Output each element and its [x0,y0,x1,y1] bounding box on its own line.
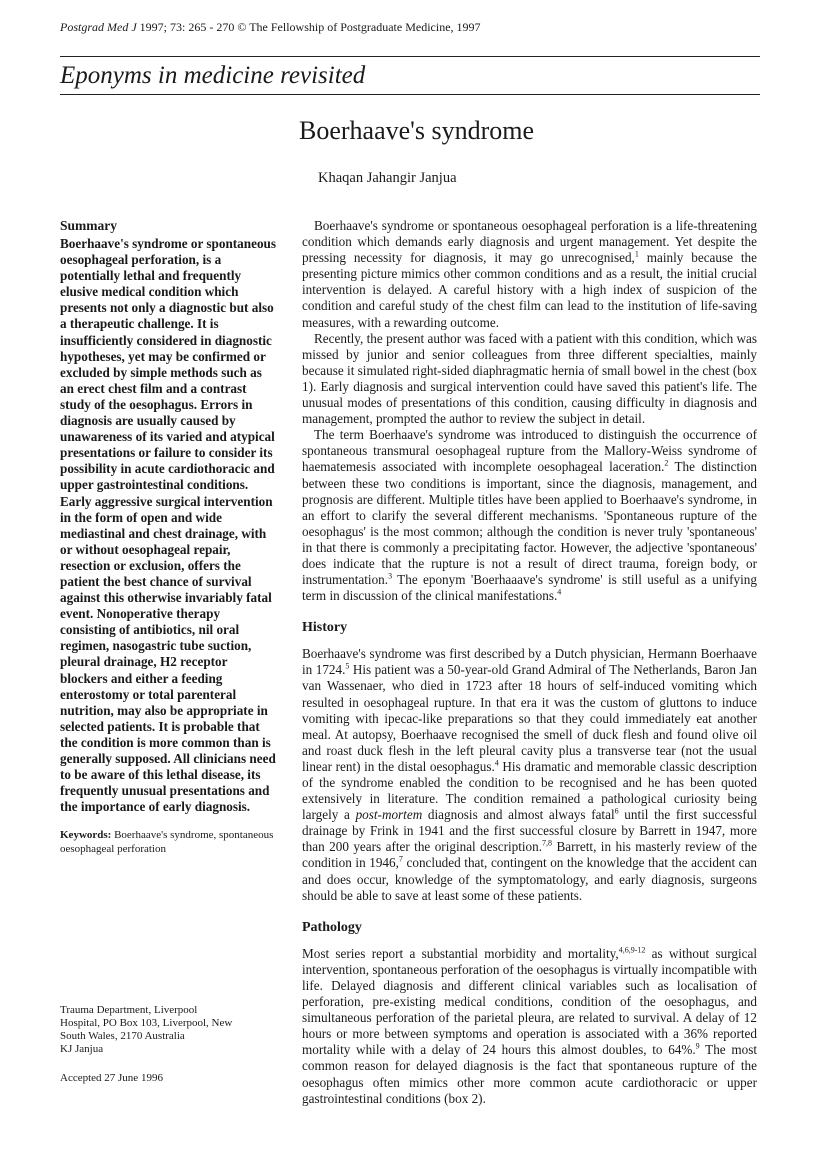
citation-ref: 7 [398,855,403,865]
affiliation-line: KJ Janjua [60,1043,104,1055]
section-title: Eponyms in medicine revisited [60,62,366,89]
citation-ref: 1 [634,249,639,259]
citation-ref: 4 [557,587,562,597]
citation-ref: 4,6,9-12 [618,945,646,955]
citation-ref: 3 [388,571,393,581]
citation-ref: 7,8 [542,838,553,848]
affiliation [60,1004,280,1056]
article-author: Khaqan Jahangir Janjua [318,170,457,186]
keywords [60,828,278,856]
affiliation-line: Hospital, PO Box 103, Liverpool, New [60,1017,233,1029]
intro-paragraph-2: Recently, the present author was faced with a patient with this condition, which was missed by junior and senior colleagues from three different specialties, mainly because it simulated right-sided diaphragmatic hernia of small bowel in the chest (box 1). Early diagnosis and surgical intervention could have saved this patient's life. The unusual modes of presentations of this condition, causing difficulty in diagnosis and management, prompted the author to review the subject in detail. [302,330,757,427]
main-column [302,218,757,1107]
history-heading: History [302,620,348,636]
section-rule-top [60,56,760,57]
affiliation-line: Trauma Department, Liverpool [60,1004,198,1016]
citation-ref: 6 [614,806,619,816]
summary-text: Boerhaave's syndrome or spontaneous oesophageal perforation, is a potentially lethal and frequently elusive medical condition which presents not only a diagnostic but also a therapeutic challenge. It is insufficiently considered in diagnostic hypotheses, yet may be confirmed or excluded by simple methods such as an erect chest film and a contrast study of the oesophagus. Errors in diagnosis are usually caused by unawareness of its varied and atypical presentations or failure to consider its possibility in acute cardiothoracic and upper gastrointestinal conditions. Early aggressive surgical intervention in the form of open and wide mediastinal and chest drainage, with or without oesophageal repair, resection or exclusion, offers the patient the best chance of survival against this otherwise invariably fatal event. Nonoperative therapy consisting of antibiotics, nil oral regimen, nasogastric tube suction, pleural drainage, H2 receptor blockers and either a feeding enterostomy or total parenteral nutrition, may also be appropriate in selected patients. It is probable that the condition is more common than is generally supposed. All clinicians need to be aware of this lethal disease, its frequently unusual presentations and the importance of early diagnosis. [60,236,277,815]
article-title: Boerhaave's syndrome [299,116,535,145]
history-paragraph: Boerhaave's syndrome was first described by a Dutch physician, Hermann Boerhaave in 1724.$^5$ His patient was a 50-year-old Grand Admiral of The Netherlands, Baron Jan van Wassenaer, who died in 1723 after 18 hours of self-induced vomiting which resulted in oesophageal rupture. In that era it was the custom of gluttons to induce vomiting with ipecac-like preparations so that they could immediately eat another meal. At autopsy, Boerhaave recognised the smell of duck flesh and found olive oil and roast duck flesh in the left pleural cavity plus a transverse tear (not the usual linear rent) in the distal oesophagus.$^4$ His dramatic and memorable classic description of the syndrome enabled the condition to be recognised and he has been quoted extensively in literature. The condition remained a pathological curiosity being largely a post-mortem diagnosis and almost always fatal$^6$ until the first successful drainage by Frink in 1941 and the first successful closure by Barrett in 1947, more than 200 years after the original description.$^{7,8}$ Barrett, in his masterly review of the condition in 1946,$^7$ concluded that, contingent on the knowledge that the accident can and does occur, knowledge of the symptomatology, and early diagnosis, surgeons should be able to save at least some of these patients. [302,646,758,903]
running-head [60,20,481,35]
intro-paragraph-3: The term Boerhaave's syndrome was introduced to distinguish the occurrence of spontaneous transmural oesophageal rupture from the Mallory-Weiss syndrome of haematemesis associated with incomplete oesophageal laceration.$^2$ The distinction between these two conditions is important, since the diagnosis, management, and prognosis are different. Multiple titles have been applied to Boerhaave's syndrome, in an effort to clarify the several different mechanisms. 'Spontaneous rupture of the oesophagus' is the most common; although the condition is never truly 'spontaneous' in that there is commonly a precipitating factor. However, the adjective 'spontaneous' does indicate that the rupture is not a result of direct trauma, foreign body, or instrumentation.$^3$ The eponym 'Boerhaaave's syndrome' is still useful as a unifying term in discussion of the clinical manifestations.$^4$ [302,427,758,604]
section-rule-bottom [60,94,760,95]
intro-paragraph-1: Boerhaave's syndrome or spontaneous oesophageal perforation is a life-threatening condition which demands early diagnosis and urgent management. Yet despite the pressing necessity for diagnosis, it may go unrecognised,$^1$ mainly because the presenting picture mimics other common conditions and as a result, the initial crucial intervention is delayed. A careful history with a high index of suspicion of the condition and careful study of the chest film can lead to the institution of life-saving measures, with a rewarding outcome. [302,218,757,330]
citation-ref: 9 [695,1041,700,1051]
citation: 1997; 73: 265 - 270 © The Fellowship of Postgraduate Medicine, 1997 [139,20,481,34]
pathology-heading: Pathology [302,919,362,935]
summary-column [60,218,278,856]
journal-name: Postgrad Med J [60,20,137,34]
accepted-date: Accepted 27 June 1996 [60,1072,163,1084]
affiliation-line: South Wales, 2170 Australia [60,1030,185,1042]
citation-ref: 4 [494,758,499,768]
emphasis: post-mortem [355,807,423,823]
keywords-text: Boerhaave's syndrome, spontaneous oesophageal perforation [60,829,274,856]
pathology-paragraph: Most series report a substantial morbidity and mortality,$^{4,6,9-12}$ as without surgical intervention, spontaneous perforation of the oesophagus is virtually incompatible with life. Delayed diagnosis and different clinical variables such as localisation of perforation, pre-existing medical conditions, condition of the oesophagus, and simultaneous perforation of the parietal pleura, are related to survival. A delay of 12 hours or more between symptoms and operation is associated with a 36% reported mortality while with a delay of 24 hours this almost doubles, to 64%.$^9$ The most common reason for delayed diagnosis is the fact that spontaneous rupture of the oesophagus often mimics other more common acute cardiothoracic or upper gastrointestinal conditions (box 2). [302,945,758,1106]
citation-ref: 5 [345,661,350,671]
summary-heading: Summary [60,218,117,233]
citation-ref: 2 [664,459,669,469]
keywords-label: Keywords: [60,829,112,842]
